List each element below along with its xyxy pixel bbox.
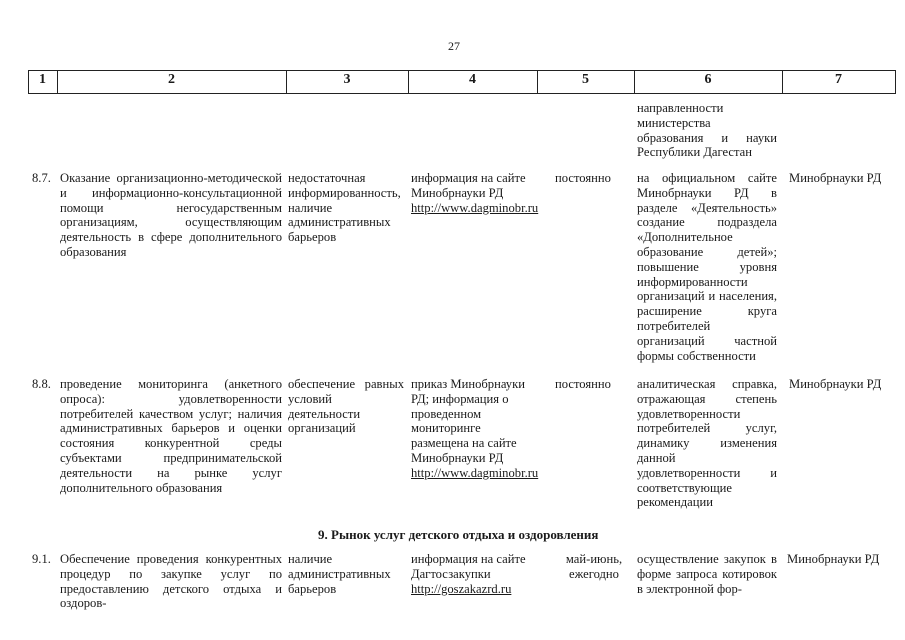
table-header-rule (28, 93, 896, 94)
source-link[interactable]: http://www.dagminobr.ru (411, 200, 539, 215)
measure-text: проведение мониторинга (анкетного опроса): удовлетворенности потребителей качеством услуг; наличия административных барьеров и оценки состояния конкурентной среды субъектами предпринимательской деятельности на рынке услуг дополнительного образования (60, 377, 282, 495)
section-heading: 9. Рынок услуг детского отдыха и оздоровления (318, 527, 599, 542)
outcome-text: на официальном сайте Минобрнауки РД в разделе «Деятельность» создание подраздела «Дополнительное образование детей»; повышение уровня информированности организаций и населения, расширение круга потребителей организаций частной формы собственности (637, 171, 777, 363)
column-header: 3 (343, 72, 351, 87)
row-number: 9.1. (32, 552, 51, 566)
deadline-text: май-июнь, ежегодно (565, 552, 623, 581)
row-number: 8.7. (32, 171, 51, 185)
carryover-outcome: направленности министерства образования и науки Республики Дагестан (637, 101, 777, 160)
outcome-text: аналитическая справка, отражающая степень удовлетворенности потребителей услуг, динамику изменения данной удовлетворенности и соответствующие рекомендации (637, 377, 777, 510)
column-header: 1 (39, 72, 46, 87)
column-header: 5 (582, 72, 589, 87)
source-cell (411, 552, 535, 596)
source-link[interactable]: http://goszakazrd.ru (411, 581, 512, 596)
row-number: 8.8. (32, 377, 51, 391)
source-text: информация на сайте Минобрнауки РД (411, 171, 526, 200)
source-cell (411, 171, 539, 215)
executor-text: Минобрнауки РД (789, 171, 882, 185)
column-header: 6 (704, 72, 712, 87)
source-text: приказ Минобрнауки РД; информация о проведенном мониторинге размещена на сайте Минобрнауки РД (411, 377, 525, 465)
deadline-text: постоянно (555, 377, 611, 391)
column-header: 4 (469, 72, 476, 87)
executor-text: Минобрнауки РД (789, 377, 882, 391)
table-top-rule (28, 70, 896, 71)
measure-text: Оказание организационно-методической и информационно-консультационной помощи негосударственным организациям, осуществляющим деятельность в сфере дополнительного образования (60, 171, 282, 259)
column-divider (895, 70, 896, 93)
problem-text: недостаточная информированность, наличие административных барьеров (288, 171, 401, 245)
problem-text: наличие административных барьеров (288, 552, 391, 596)
column-header: 2 (168, 72, 175, 87)
page-number: 27 (448, 39, 460, 53)
outcome-text: осуществление закупок в форме запроса котировок в электронной фор- (637, 552, 777, 596)
column-header: 7 (835, 72, 842, 87)
problem-text: обеспечение равных условий деятельности организаций (288, 377, 404, 436)
source-link[interactable]: http://www.dagminobr.ru (411, 465, 539, 480)
executor-text: Минобрнауки РД (787, 552, 880, 566)
source-text: информация на сайте Дагтосзакупки (411, 552, 526, 581)
deadline-text: постоянно (555, 171, 611, 185)
measure-text: Обеспечение проведения конкурентных процедур по закупке услуг по предоставлению детского отдыха и оздоров- (60, 552, 282, 611)
source-cell (411, 377, 539, 481)
